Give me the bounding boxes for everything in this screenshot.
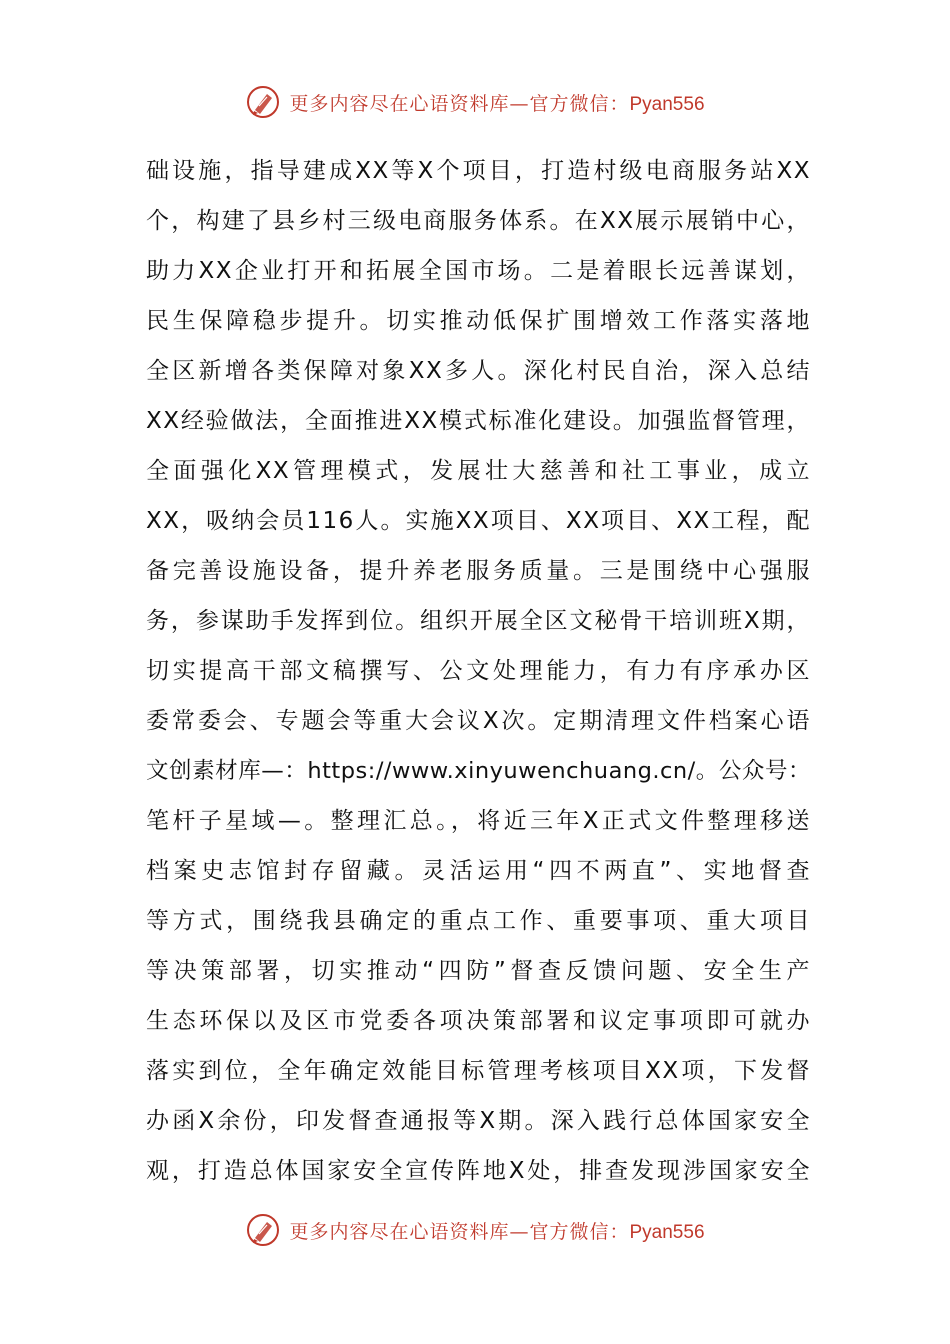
body-line: 文创素材库—：https://www.xinyuwenchuang.cn/。公众号：	[146, 758, 811, 784]
body-line: 档案史志馆封存留藏。灵活运用“四不两直”、实地督查	[146, 858, 811, 884]
watermark-handle: Pyan556	[629, 1221, 705, 1243]
body-line: 助力XX企业打开和拓展全国市场。二是着眼长远善谋划，	[146, 258, 811, 284]
body-line: 等决策部署，切实推动“四防”督查反馈问题、安全生产	[146, 958, 811, 984]
body-line: XX经验做法，全面推进XX模式标准化建设。加强监督管理，	[146, 408, 811, 434]
body-line: 个，构建了县乡村三级电商服务体系。在XX展示展销中心，	[146, 208, 811, 234]
body-line: 笔杆子星域—。整理汇总。，将近三年X正式文件整理移送	[146, 808, 811, 834]
body-line: 全区新增各类保障对象XX多人。深化村民自治，深入总结	[146, 358, 811, 384]
body-line: 等方式，围绕我县确定的重点工作、重要事项、重大项目	[146, 908, 811, 934]
pen-nib-logo-icon	[245, 1212, 281, 1248]
body-line: 础设施，指导建成XX等X个项目，打造村级电商服务站XX	[146, 158, 811, 184]
body-line: 办函X余份，印发督查通报等X期。深入践行总体国家安全	[146, 1108, 811, 1134]
body-line: 务，参谋助手发挥到位。组织开展全区文秘骨干培训班X期，	[146, 608, 811, 634]
body-line: 备完善设施设备，提升养老服务质量。三是围绕中心强服	[146, 558, 811, 584]
body-line: 全面强化XX管理模式，发展壮大慈善和社工事业，成立	[146, 458, 811, 484]
body-line: 委常委会、专题会等重大会议X次。定期清理文件档案心语	[146, 708, 811, 734]
body-line: 落实到位，全年确定效能目标管理考核项目XX项，下发督	[146, 1058, 811, 1084]
watermark-handle: Pyan556	[629, 93, 705, 115]
body-line: 切实提高干部文稿撰写、公文处理能力，有力有序承办区	[146, 658, 811, 684]
document-body	[146, 146, 811, 1196]
watermark-text: 更多内容尽在心语资料库—官方微信：Pyan556	[289, 1220, 705, 1243]
body-line: 生态环保以及区市党委各项决策部署和议定事项即可就办	[146, 1008, 811, 1034]
body-line: XX，吸纳会员116人。实施XX项目、XX项目、XX工程，配	[146, 508, 811, 534]
body-line: 民生保障稳步提升。切实推动低保扩围增效工作落实落地	[146, 308, 811, 334]
pen-nib-logo-icon	[245, 84, 281, 120]
watermark-header	[0, 80, 950, 124]
body-line: 观，打造总体国家安全宣传阵地X处，排查发现涉国家安全	[146, 1158, 811, 1184]
watermark-text: 更多内容尽在心语资料库—官方微信：Pyan556	[289, 92, 705, 115]
watermark-footer	[0, 1208, 950, 1252]
